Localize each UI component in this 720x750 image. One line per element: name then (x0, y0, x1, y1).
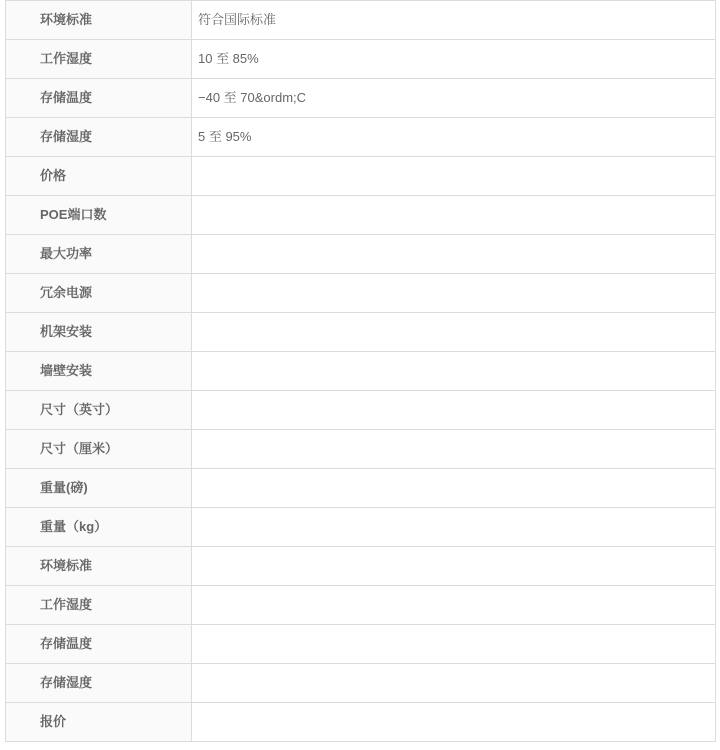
table-row (6, 664, 716, 703)
spec-label: 存储湿度 (6, 664, 192, 703)
table-row (6, 1, 716, 40)
table-row (6, 313, 716, 352)
table-row (6, 625, 716, 664)
spec-label: 价格 (6, 157, 192, 196)
spec-table (5, 0, 716, 742)
spec-label: 最大功率 (6, 235, 192, 274)
spec-label: 环境标准 (6, 1, 192, 40)
spec-label: 机架安装 (6, 313, 192, 352)
spec-value: 符合国际标准 (192, 1, 716, 40)
spec-value (192, 586, 716, 625)
spec-value (192, 313, 716, 352)
table-row (6, 430, 716, 469)
spec-label: 存储湿度 (6, 118, 192, 157)
spec-label: 存储温度 (6, 79, 192, 118)
spec-value (192, 547, 716, 586)
spec-label: 重量(磅) (6, 469, 192, 508)
spec-value (192, 157, 716, 196)
table-row (6, 235, 716, 274)
spec-label: 重量（kg） (6, 508, 192, 547)
table-row (6, 391, 716, 430)
spec-label: 冗余电源 (6, 274, 192, 313)
spec-value (192, 703, 716, 742)
spec-label: 尺寸（英寸） (6, 391, 192, 430)
spec-value: 5 至 95% (192, 118, 716, 157)
table-row (6, 469, 716, 508)
spec-label: POE端口数 (6, 196, 192, 235)
table-row (6, 157, 716, 196)
spec-label: 环境标准 (6, 547, 192, 586)
spec-value (192, 625, 716, 664)
spec-label: 尺寸（厘米） (6, 430, 192, 469)
table-row (6, 703, 716, 742)
spec-value (192, 508, 716, 547)
spec-label: 报价 (6, 703, 192, 742)
spec-label: 存储温度 (6, 625, 192, 664)
table-row (6, 547, 716, 586)
spec-label: 工作湿度 (6, 586, 192, 625)
table-row (6, 352, 716, 391)
table-row (6, 508, 716, 547)
table-row (6, 79, 716, 118)
spec-value (192, 235, 716, 274)
table-row (6, 40, 716, 79)
spec-value (192, 430, 716, 469)
table-row (6, 196, 716, 235)
table-row (6, 274, 716, 313)
spec-value: 10 至 85% (192, 40, 716, 79)
spec-label: 墙壁安装 (6, 352, 192, 391)
spec-value (192, 664, 716, 703)
spec-value (192, 352, 716, 391)
spec-value (192, 469, 716, 508)
table-row (6, 118, 716, 157)
spec-value (192, 196, 716, 235)
spec-value (192, 391, 716, 430)
spec-label: 工作湿度 (6, 40, 192, 79)
spec-value (192, 274, 716, 313)
table-row (6, 586, 716, 625)
spec-value: −40 至 70&ordm;C (192, 79, 716, 118)
